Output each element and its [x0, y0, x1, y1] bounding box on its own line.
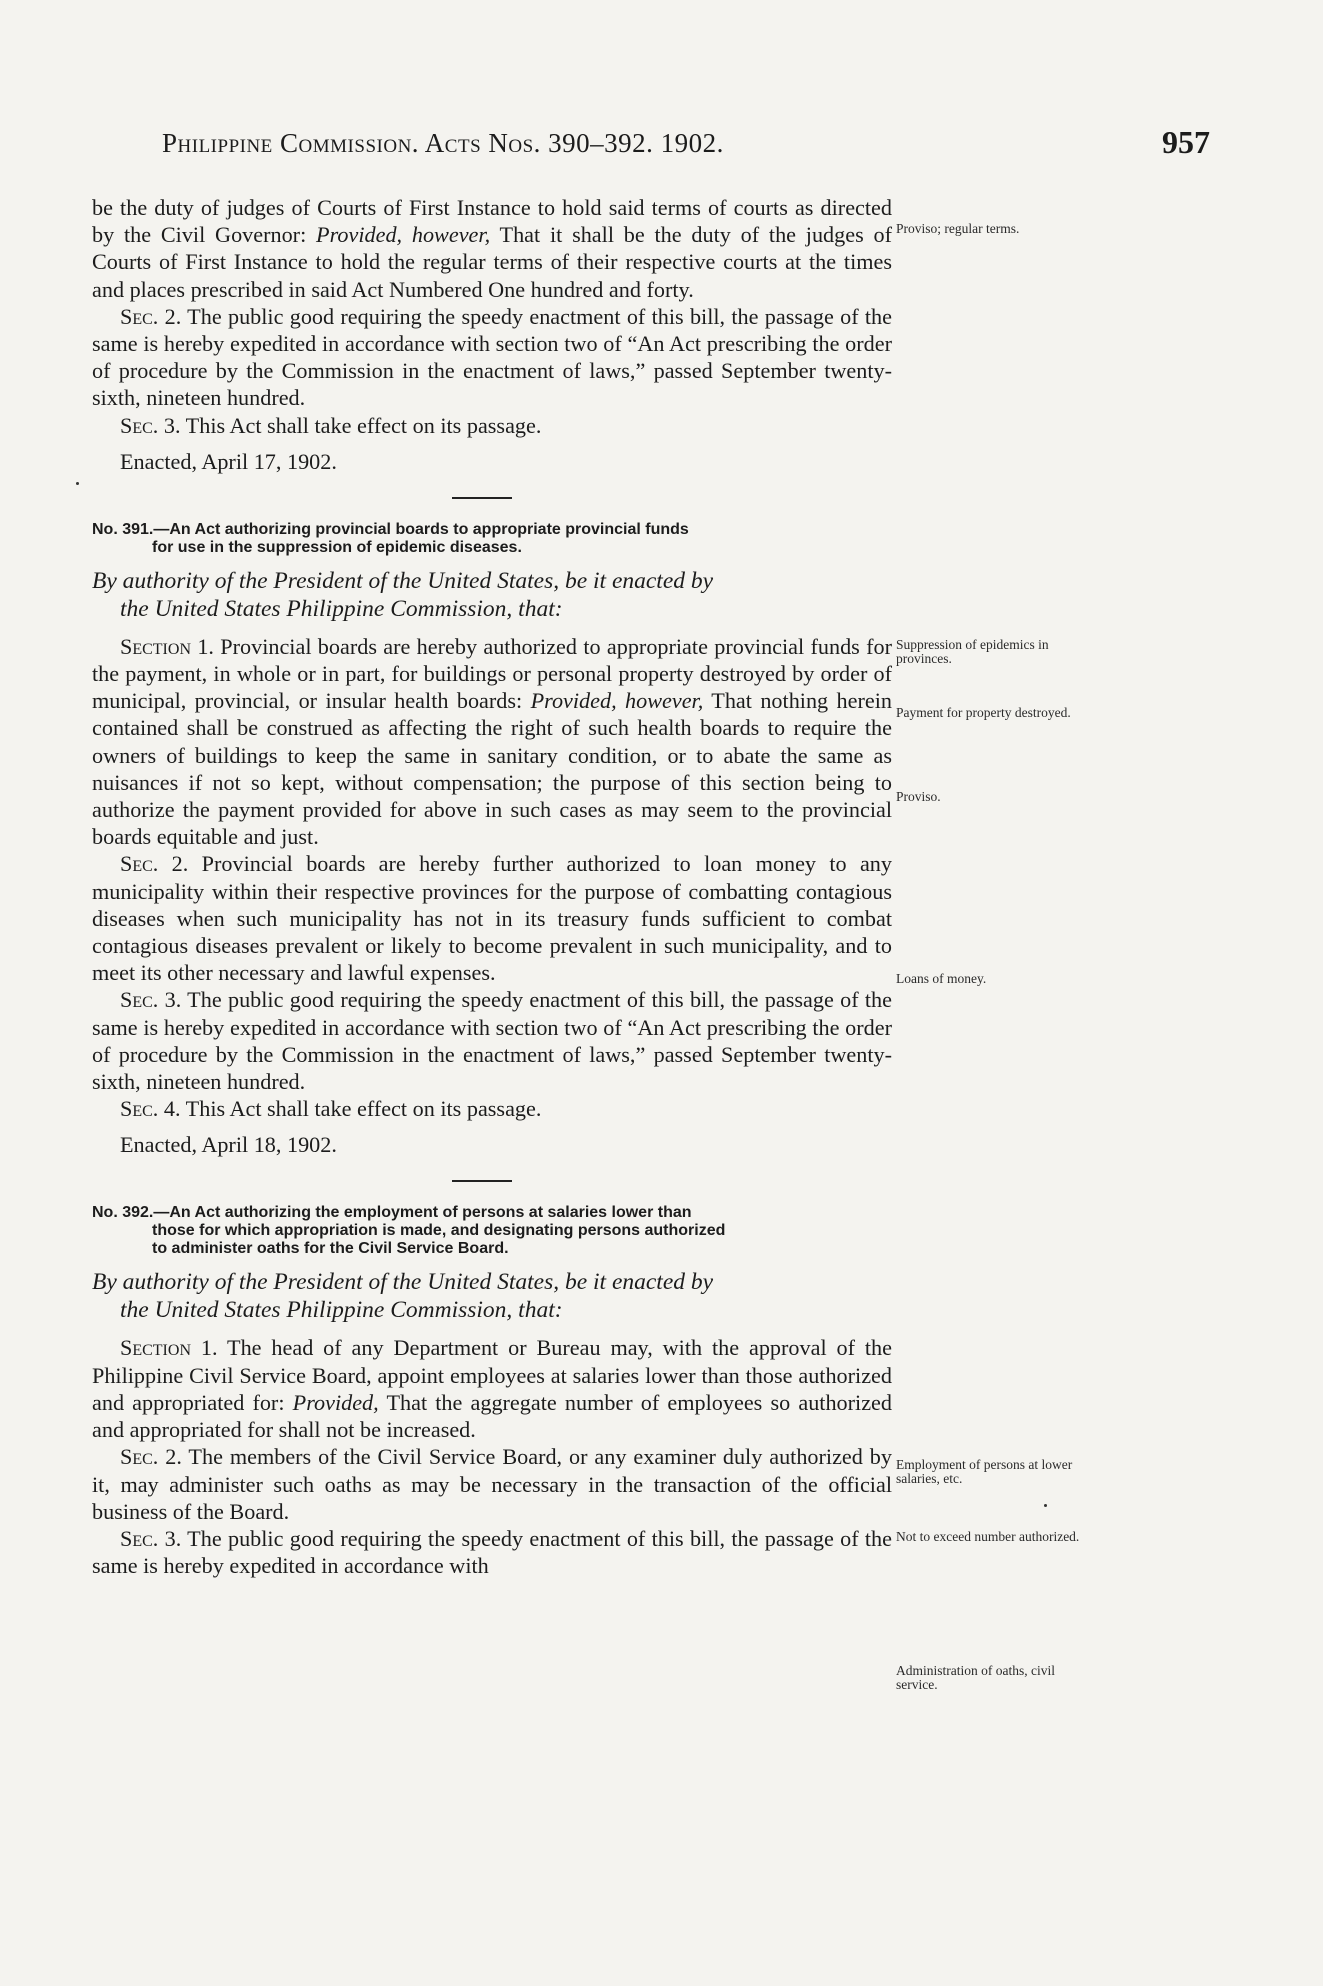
act391-sec4: [92, 1095, 892, 1122]
act390-para1: [92, 194, 892, 303]
text-run: Provincial boards are hereby further authorized to loan money to any municipality within their respective provinces for the purpose of combatting contagious diseases when such municipality has not in its treasury funds sufficient to combat contagious diseases prevalent or likely to become prevalent in such municipality, and to meet its other necessary and lawful expenses.: [92, 851, 892, 986]
act391-enacted: Enacted, April 18, 1902.: [120, 1132, 337, 1158]
section-label: Section 1.: [120, 633, 214, 659]
act390-sec3: [92, 412, 892, 439]
text-run: be the duty of judges of Courts of First Instance to hold said terms of courts as directed by the Civil Governor:: [92, 195, 892, 248]
act392-sec1: [92, 1334, 892, 1443]
section-label: Sec. 2.: [120, 851, 189, 877]
act392-sec2: [92, 1443, 892, 1525]
margin-note-employment: Employment of persons at lower salaries, etc.: [896, 1457, 1073, 1486]
margin-note-proviso: Proviso.: [896, 789, 941, 804]
act391-sec2: [92, 850, 892, 986]
text-run: The public good requiring the speedy enactment of this bill, the passage of the same is hereby expedited in accordance with: [92, 1525, 892, 1579]
title-line: No. 392.—An Act authorizing the employment of persons at salaries lower than: [92, 1204, 692, 1222]
divider-rule: [452, 1180, 512, 1182]
italic-run: Provided, however,: [530, 688, 704, 714]
text-run: Provincial boards are hereby authorized to appropriate provincial funds for the payment, in whole or in part, for buildings or personal property destroyed by order of municipal, provincial, or insular health boards:: [92, 633, 892, 714]
margin-note-payment: Payment for property destroyed.: [896, 705, 1071, 720]
act391-authority: [92, 567, 892, 623]
main-text: [92, 194, 892, 1579]
margin-note-administration: Administration of oaths, civil service.: [896, 1663, 1055, 1692]
text-run: This Act shall take effect on its passage.: [180, 1096, 542, 1122]
text-run: That nothing herein contained shall be construed as affecting the right of such health boards to require the owners of buildings to keep the same in sanitary condition, or to abate the same as nuisances if not so kept, without compensation; the purpose of this section being to authorize the payment provided for above in such cases as may seem to the provincial boards equitable and just.: [92, 688, 892, 850]
section-label: Sec. 3.: [120, 1525, 182, 1551]
margin-note-proviso-regular: Proviso; regular terms.: [896, 221, 1020, 236]
margin-note-suppression: Suppression of epidemics in provinces.: [896, 637, 1049, 666]
speck-mark: [1044, 1504, 1047, 1507]
section-label: Section 1.: [120, 1335, 218, 1361]
title-line: those for which appropriation is made, and designating persons authorized: [152, 1222, 726, 1240]
section-label: Sec. 3.: [120, 987, 182, 1013]
text-run: That the aggregate number of employees so authorized and appropriated for shall not be increased.: [92, 1389, 892, 1443]
authority-line: the United States Philippine Commission, that:: [120, 1297, 563, 1324]
text-run: The members of the Civil Service Board, or any examiner duly authorized by it, may administer such oaths as may be necessary in the transaction of the official business of the Board.: [92, 1444, 892, 1524]
title-line: No. 391.—An Act authorizing provincial boards to appropriate provincial funds: [92, 520, 689, 538]
margin-note-loans: Loans of money.: [896, 971, 987, 986]
text-run: The public good requiring the speedy enactment of this bill, the passage of the same is hereby expedited in accordance with section two of “An Act prescribing the order of procedure by the Commission in the enactment of laws,” passed September twenty-sixth, nineteen hundred.: [92, 303, 892, 411]
authority-line: By authority of the President of the United States, be it enacted by: [92, 567, 714, 594]
running-head: Philippine Commission. Acts Nos. 390–392. 1902.: [162, 128, 724, 158]
title-line: for use in the suppression of epidemic diseases.: [152, 538, 522, 556]
text-run: The head of any Department or Bureau may, with the approval of the Philippine Civil Service Board, appoint employees at salaries lower than those authorized and appropriated for:: [92, 1335, 892, 1415]
text-run: The public good requiring the speedy enactment of this bill, the passage of the same is hereby expedited in accordance with section two of “An Act prescribing the order of procedure by the Commission in the enactment of laws,” passed September twenty-sixth, nineteen hundred.: [92, 987, 892, 1095]
section-label: Sec. 2.: [120, 1444, 182, 1470]
section-label: Sec. 2.: [120, 303, 182, 329]
section-label: Sec. 4.: [120, 1096, 181, 1122]
text-run: That it shall be the duty of the judges of Courts of First Instance to hold the regular terms of their respective courts at the times and places prescribed in said Act Numbered One hundred and forty.: [92, 222, 892, 302]
act390-enacted: Enacted, April 17, 1902.: [120, 448, 337, 474]
act392-title: [92, 1204, 892, 1258]
section-label: Sec. 3.: [120, 412, 181, 438]
page-number: 957: [1162, 124, 1210, 160]
act391-sec3: [92, 986, 892, 1095]
authority-line: By authority of the President of the United States, be it enacted by: [92, 1269, 714, 1296]
italic-run: Provided, however,: [316, 222, 491, 248]
act392-authority: [92, 1268, 892, 1324]
italic-run: Provided,: [292, 1389, 379, 1415]
speck-mark: [76, 482, 79, 485]
act392-sec3: [92, 1525, 892, 1579]
act390-sec2: [92, 303, 892, 412]
act391-sec1: [92, 633, 892, 851]
act391-title: [92, 521, 892, 557]
text-run: This Act shall take effect on its passage.: [180, 412, 542, 438]
margin-note-not-exceed: Not to exceed number authorized.: [896, 1529, 1080, 1544]
title-line: to administer oaths for the Civil Service Board.: [152, 1240, 509, 1258]
authority-line: the United States Philippine Commission, that:: [120, 595, 563, 622]
divider-rule: [452, 497, 512, 499]
page-header: [130, 124, 1210, 168]
